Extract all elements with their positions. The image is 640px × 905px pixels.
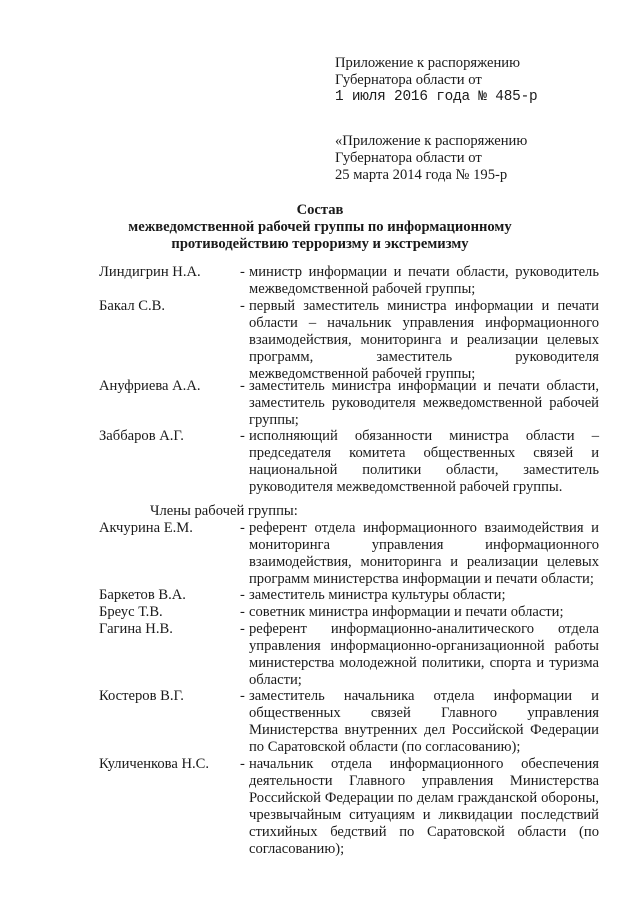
header-line-2: Губернатора области от: [335, 72, 482, 88]
person-name: Куличенкова Н.С.: [99, 756, 210, 772]
person-position: советник министра информации и печати области;: [249, 604, 564, 620]
entry-dash: -: [240, 520, 245, 536]
person-position: заместитель министра информации и печати области, заместитель руководителя межведомственной рабочей группы;: [249, 378, 599, 428]
person-position: первый заместитель министра информации и печати области – начальник управления информационного взаимодействия, мониторинга и реализации целевых программ, заместитель руководителя межведомственной рабочей группы;: [249, 298, 599, 382]
person-name: Гагина Н.В.: [99, 621, 173, 637]
members-label: Члены рабочей группы:: [150, 503, 298, 519]
header-line-1: Приложение к распоряжению: [335, 55, 520, 71]
entry-dash: -: [240, 756, 245, 772]
person-position: начальник отдела информационного обеспечения деятельности Главного управления Министерства Российской Федерации по делам гражданской обороны, чрезвычайным ситуациям и ликвидации последствий стихийных бедствий по Саратовской области (по согласованию);: [249, 756, 599, 857]
entry-dash: -: [240, 264, 245, 280]
person-position: заместитель начальника отдела информации и общественных связей Главного управления Министерства внутренних дел Российской Федерации по Саратовской области (по согласованию);: [249, 688, 599, 755]
person-name: Ануфриева А.А.: [99, 378, 201, 394]
person-name: Заббаров А.Г.: [99, 428, 184, 444]
previous-line-2: Губернатора области от: [335, 150, 482, 166]
title-line-3: противодействию терроризму и экстремизму: [171, 236, 469, 252]
person-name: Бреус Т.В.: [99, 604, 163, 620]
entry-dash: -: [240, 621, 245, 637]
title-line-1: Состав: [296, 202, 344, 218]
person-position: исполняющий обязанности министра области – председателя комитета общественных связей и национальной политики области, заместитель руководителя межведомственной рабочей группы.: [249, 428, 599, 495]
amending-order-header: [335, 55, 537, 106]
person-name: Баркетов В.А.: [99, 587, 186, 603]
original-order-header: [335, 133, 527, 184]
person-position: референт информационно-аналитического отдела управления информационно-организационной работы министерства молодежной политики, спорта и туризма области;: [249, 621, 599, 688]
previous-line-3: 25 марта 2014 года № 195-р: [335, 167, 508, 183]
person-position: референт отдела информационного взаимодействия и мониторинга управления информационного взаимодействия, мониторинга и реализации целевых программ министерства информации и печати области;: [249, 520, 599, 587]
document-title: [0, 202, 640, 253]
person-name: Акчурина Е.М.: [99, 520, 193, 536]
person-position: заместитель министра культуры области;: [249, 587, 506, 603]
header-line-3: 1 июля 2016 года № 485-р: [335, 89, 538, 105]
entry-dash: -: [240, 604, 245, 620]
person-position: министр информации и печати области, руководитель межведомственной рабочей группы;: [249, 264, 599, 297]
entry-dash: -: [240, 587, 245, 603]
previous-line-1: «Приложение к распоряжению: [335, 133, 528, 149]
entry-dash: -: [240, 298, 245, 314]
entry-dash: -: [240, 688, 245, 704]
title-line-2: межведомственной рабочей группы по информационному: [128, 219, 512, 235]
entry-dash: -: [240, 378, 245, 394]
person-name: Костеров В.Г.: [99, 688, 184, 704]
entry-dash: -: [240, 428, 245, 444]
person-name: Линдигрин Н.А.: [99, 264, 201, 280]
person-name: Бакал С.В.: [99, 298, 166, 314]
